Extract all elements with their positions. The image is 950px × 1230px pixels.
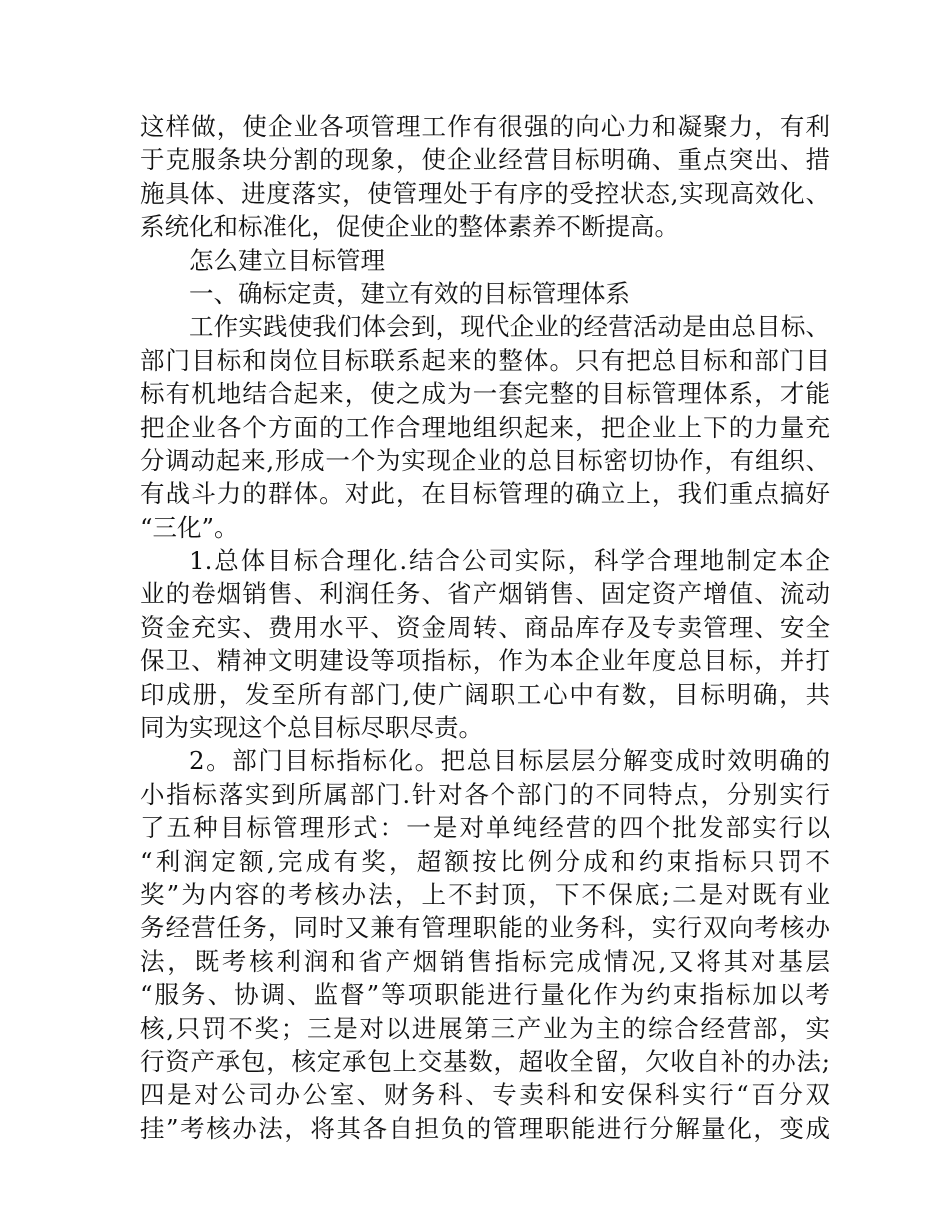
text-line: 同为实现这个总目标尽职尽责。	[140, 713, 483, 743]
text-line: 核,只罚不奖；三是对以进展第三产业为主的综合经营部，实	[140, 1013, 830, 1043]
text-line: 保卫、精神文明建设等项指标，作为本企业年度总目标，并打	[140, 646, 830, 676]
text-line: 法，既考核利润和省产烟销售指标完成情况,又将其对基层	[140, 946, 830, 976]
text-line: 行资产承包，核定承包上交基数，超收全留，欠收自补的办法;	[140, 1046, 830, 1076]
text-line: 挂”考核办法，将其各自担负的管理职能进行分解量化，变成	[140, 1113, 830, 1143]
text-line: 务经营任务，同时又兼有管理职能的业务科，实行双向考核办	[140, 913, 830, 943]
document-body	[140, 110, 830, 1145]
text-line: “服务、协调、监督”等项职能进行量化作为约束指标加以考	[140, 980, 830, 1010]
text-line: 1.总体目标合理化.结合公司实际，科学合理地制定本企	[189, 546, 830, 576]
text-line: “三化”。	[140, 512, 239, 542]
text-line: “利润定额,完成有奖，超额按比例分成和约束指标只罚不	[140, 846, 830, 876]
text-line: 有战斗力的群体。对此，在目标管理的确立上，我们重点搞好	[140, 479, 830, 509]
text-line: 印成册，发至所有部门,使广阔职工心中有数，目标明确，共	[140, 679, 830, 709]
text-line: 施具体、进度落实，使管理处于有序的受控状态,实现高效化、	[140, 178, 830, 208]
text-line: 小指标落实到所属部门.针对各个部门的不同特点，分别实行	[140, 779, 830, 809]
text-line: 于克服条块分割的现象，使企业经营目标明确、重点突出、措	[140, 145, 830, 175]
text-line: 分调动起来,形成一个为实现企业的总目标密切协作，有组织、	[140, 445, 830, 475]
text-line: 一、确标定责，建立有效的目标管理体系	[189, 278, 630, 308]
text-line: 了五种目标管理形式：一是对单纯经营的四个批发部实行以	[140, 813, 830, 843]
text-line: 这样做，使企业各项管理工作有很强的向心力和凝聚力，有利	[140, 112, 830, 141]
text-line: 四是对公司办公室、财务科、专卖科和安保科实行“百分双	[140, 1080, 830, 1110]
text-line: 标有机地结合起来，使之成为一套完整的目标管理体系，才能	[140, 379, 830, 409]
text-line: 工作实践使我们体会到，现代企业的经营活动是由总目标、	[189, 312, 830, 342]
text-line: 奖”为内容的考核办法，上不封顶，下不保底;二是对既有业	[140, 879, 830, 909]
text-line: 资金充实、费用水平、资金周转、商品库存及专卖管理、安全	[140, 612, 830, 642]
text-line: 2。部门目标指标化。把总目标层层分解变成时效明确的	[189, 746, 830, 776]
text-line: 怎么建立目标管理	[189, 245, 385, 275]
text-line: 把企业各个方面的工作合理地组织起来，把企业上下的力量充	[140, 412, 830, 442]
text-line: 业的卷烟销售、利润任务、省产烟销售、固定资产增值、流动	[140, 579, 830, 609]
text-line: 系统化和标准化，促使企业的整体素养不断提高。	[140, 212, 679, 242]
text-line: 部门目标和岗位目标联系起来的整体。只有把总目标和部门目	[140, 345, 830, 375]
